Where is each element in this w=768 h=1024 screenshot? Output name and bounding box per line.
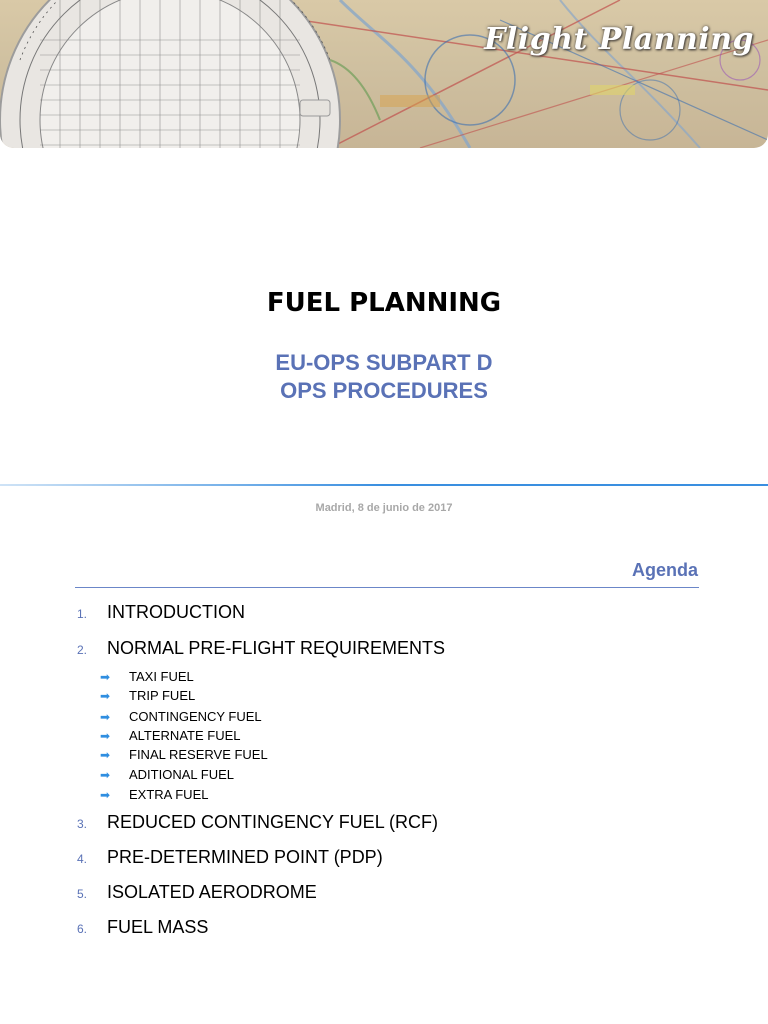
agenda-item-label: REDUCED CONTINGENCY FUEL (RCF) [107, 812, 439, 832]
arrow-right-icon: ➡ [100, 689, 111, 703]
agenda-subitem: ➡ TRIP FUEL [100, 688, 196, 703]
agenda-item-number: 6. [77, 922, 88, 936]
agenda-item-number: 4. [77, 852, 88, 866]
agenda-item-number: 2. [77, 643, 88, 657]
agenda-item-5 [77, 882, 317, 903]
agenda-item-number: 3. [77, 817, 88, 831]
arrow-right-icon: ➡ [100, 729, 111, 743]
agenda-subitem: ➡ ALTERNATE FUEL [100, 728, 241, 743]
banner-title: Flight Planning [484, 22, 754, 57]
agenda-subitem: ➡ CONTINGENCY FUEL [100, 709, 262, 724]
arrow-right-icon: ➡ [100, 788, 111, 802]
agenda-item-4 [77, 847, 383, 868]
arrow-right-icon: ➡ [100, 748, 111, 762]
agenda-item-6 [77, 917, 208, 938]
agenda-item-label: ISOLATED AERODROME [107, 882, 317, 902]
arrow-right-icon: ➡ [100, 670, 111, 684]
agenda-subitem: ➡ FINAL RESERVE FUEL [100, 747, 268, 762]
subtitle-line-2: OPS PROCEDURES [280, 378, 488, 403]
agenda-subitem: ➡ ADITIONAL FUEL [100, 767, 234, 782]
agenda-item-3 [77, 812, 438, 833]
header-banner [0, 0, 768, 148]
agenda-item-number: 5. [77, 887, 88, 901]
agenda-heading: Agenda [631, 560, 698, 580]
arrow-right-icon: ➡ [100, 710, 111, 724]
document-title: FUEL PLANNING [266, 288, 502, 318]
agenda-item-label: PRE-DETERMINED POINT (PDP) [107, 847, 383, 867]
agenda-subitem: ➡ EXTRA FUEL [100, 787, 209, 802]
agenda-item-label: INTRODUCTION [107, 602, 245, 622]
agenda-divider [75, 587, 699, 588]
agenda-item-label: NORMAL PRE-FLIGHT REQUIREMENTS [107, 638, 446, 658]
arrow-right-icon: ➡ [100, 768, 111, 782]
agenda-item-1 [77, 602, 245, 623]
subtitle-line-1: EU-OPS SUBPART D [275, 350, 493, 375]
section-divider [0, 484, 768, 486]
agenda-item-label: FUEL MASS [107, 917, 209, 937]
agenda-item-2 [77, 638, 445, 659]
agenda-subitem: ➡ TAXI FUEL [100, 669, 194, 684]
agenda-item-number: 1. [77, 607, 88, 621]
document-date: Madrid, 8 de junio de 2017 [315, 502, 453, 514]
